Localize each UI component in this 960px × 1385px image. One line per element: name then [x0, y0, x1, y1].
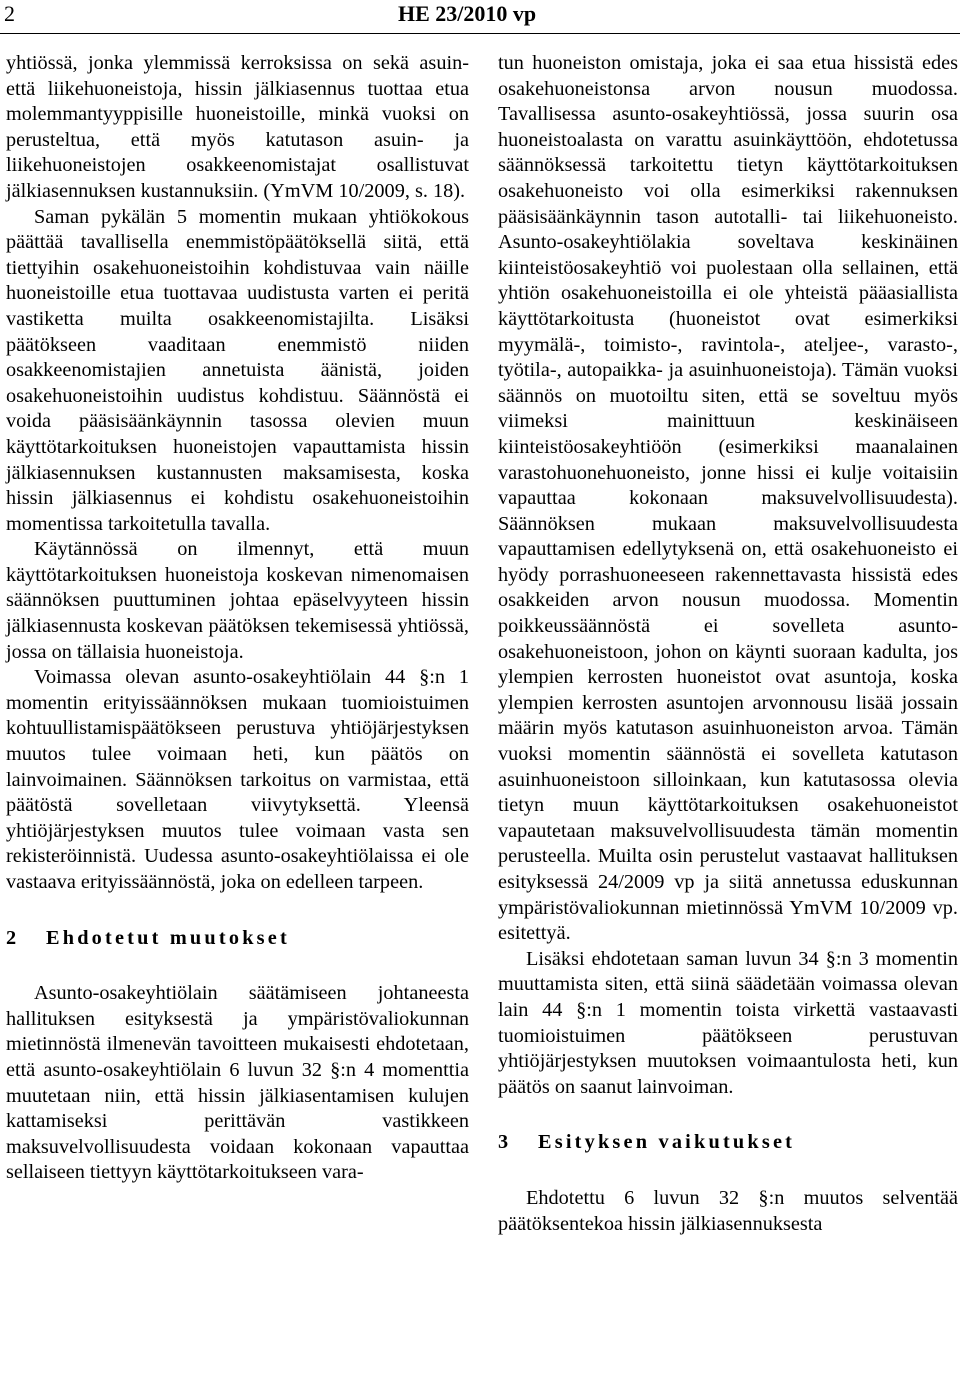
header-rule [0, 33, 960, 34]
paragraph: Asunto-osakeyhtiölain säätämiseen johtaneesta hallituksen esityksestä ja ympäristövaliokunnan mietinnöstä ilmenevän tavoitteen mukaisesti ehdotetaan, että asunto-osakeyhtiölain 6 luvun 32 §:n 4 momenttia muutetaan niin, että hissin jälkiasentamisen kulujen kattamiseksi perittävän vastikkeen maksuvelvollisuudesta voidaan kokonaan vapauttaa sellaiseen tiettyyn käyttötarkoitukseen vara- [6, 982, 469, 1184]
paragraph: Voimassa olevan asunto-osakeyhtiölain 44 §:n 1 momentin erityissäännöksen mukaan tuomioistuimen kohtuullistamispäätökseen perustuva yhtiöjärjestyksen muutos tulee voimaan heti, kun päätös on lainvoimainen. Säännöksen tarkoitus on varmistaa, että päätöstä sovelletaan viivytyksettä. Yleensä yhtiöjärjestyksen muutos tulee voimaan vasta sen rekisteröinnistä. Uudessa asunto-osakeyhtiölaissa ei ole vastaava erityissäännöstä, joka on edelleen tarpeen. [6, 666, 469, 893]
section-heading [6, 926, 469, 952]
paragraph: tun huoneiston omistaja, joka ei saa etua hissistä edes osakehuoneistonsa arvon nousun muodossa. Tavallisessa asunto-osakeyhtiössä, jossa suurin osa huoneistoalasta on varattu asuinkäyttöön, ehdotetussa säännöksessä tarkoitettu tietyn käyttötarkoituksen osakehuoneisto voi olla esimerkiksi rakennuksen pääsisäänkäynnin tason autotalli- tai liikehuoneisto. Asunto-osakeyhtiölakia soveltava keskinäinen kiinteistöosakeyhtiö voi puolestaan olla sellainen, että yhtiön osakehuoneistoilla ei ole yhteistä pääasiallista käyttötarkoitusta (huoneistot ovat esimerkiksi myymälä-, toimisto-, ravintola-, ateljee-, varasto-, työtila-, autopaikka- ja asuinhuoneistoja). Tämän vuoksi säännös on muotoiltu siten, että se soveltuu myös viimeksi mainittuun keskinäiseen kiinteistöosakeyhtiöön (esimerkiksi maanalainen varastohuonehuoneisto, jonne hissi ei kulje voitaisiin vapauttaa kokonaan maksuvelvollisuudesta). Säännöksen mukaan maksuvelvollisuudesta vapauttamisen edellytyksenä on, että osakehuoneisto ei hyödy porrashuoneeseen rakennettavasta hissistä edes osakkeiden arvon nousun muodossa. Momentin poikkeussäännöstä ei sovelleta asunto-osakehuoneistoon, johon on käynti suoraan kadulta, jos ylempien kerrosten huoneistot ovat asuntoja, koska ylempien kerrosten asuntojen arvonnousu lisää jossain määrin myös katutason asuinhuoneiston arvoa. Tämän vuoksi momentin säännöstä ei sovelleta katutason asuinhuoneistoon silloinkaan, kun katutasossa olevia tietyn muun käyttötarkoituksen osakehuoneistot vapautetaan maksuvelvollisuudesta tämän momentin perusteella. Muilta osin perustelut vastaavat hallituksen esityksessä 24/2009 vp ja siitä annetussa eduskunnan ympäristövaliokunnan mietinnössä YmVM 10/2009 vp. esitettyä. [498, 52, 958, 945]
paragraph: Saman pykälän 5 momentin mukaan yhtiökokous päättää tavallisella enemmistöpäätöksellä siitä, että tiettyihin osakehuoneistoihin kohdistuvaa vain näille huoneistoille etua tuottavaa uudistusta varten ei peritä vastiketta muilta osakkeenomistajilta. Lisäksi päätökseen vaaditaan enemmistö niiden osakkeenomistajien annetuista äänistä, joiden osakehuoneistoihin uudistus kohdistuu. Säännöstä ei voida pääsisäänkäynnin tasossa olevien muun käyttötarkoituksen huoneistojen vapauttamista hissin jälkiasennuksen kustannusten maksamisesta, koska hissin jälkiasennus ei kohdistu osakehuoneistoihin momentissa tarkoitetulla tavalla. [6, 205, 469, 535]
paragraph: Lisäksi ehdotetaan saman luvun 34 §:n 3 momentin muuttamista siten, että siinä säädetään voimassa olevan lain 44 §:n 1 momentin toista virkettä vastaavasti tuomioistuimen päätökseen perustuvan yhtiöjärjestyksen muutoksen voimaantulosta heti, kun päätös on saanut lainvoiman. [498, 947, 958, 1098]
section-number: 2 [6, 926, 17, 949]
section-number: 3 [498, 1131, 509, 1154]
section-heading [498, 1130, 958, 1156]
document-id: HE 23/2010 vp [398, 1, 537, 26]
page-number: 2 [4, 1, 15, 26]
section-title: Esityksen vaikutukset [538, 1131, 796, 1154]
paragraph: yhtiössä, jonka ylemmissä kerroksissa on sekä asuin- että liikehuoneistoja, hissin jälkiasennus tuottaa etua molemmantyyppisille huoneistoille, minkä vuoksi on perusteltua, että myös katutason asuin- ja liikehuoneistojen osakkeenomistajat osallistuvat jälkiasennuksen kustannuksiin. (YmVM 10/2009, s. 18). [6, 52, 469, 202]
paragraph: Ehdotettu 6 luvun 32 §:n muutos selventää päätöksentekoa hissin jälkiasennuksesta [498, 1186, 958, 1235]
section-title: Ehdotetut muutokset [46, 926, 290, 949]
paragraph: Käytännössä on ilmennyt, että muun käyttötarkoituksen huoneistoja koskevan nimenomaisen säännöksen puuttuminen johtaa epäselvyyteen hissin jälkiasennusta koskevan päätöksen tekemisessä yhtiössä, jossa on tällaisia huoneistoja. [6, 538, 469, 663]
left-column [6, 51, 469, 1186]
page-header [0, 0, 960, 34]
right-column [498, 51, 958, 1237]
